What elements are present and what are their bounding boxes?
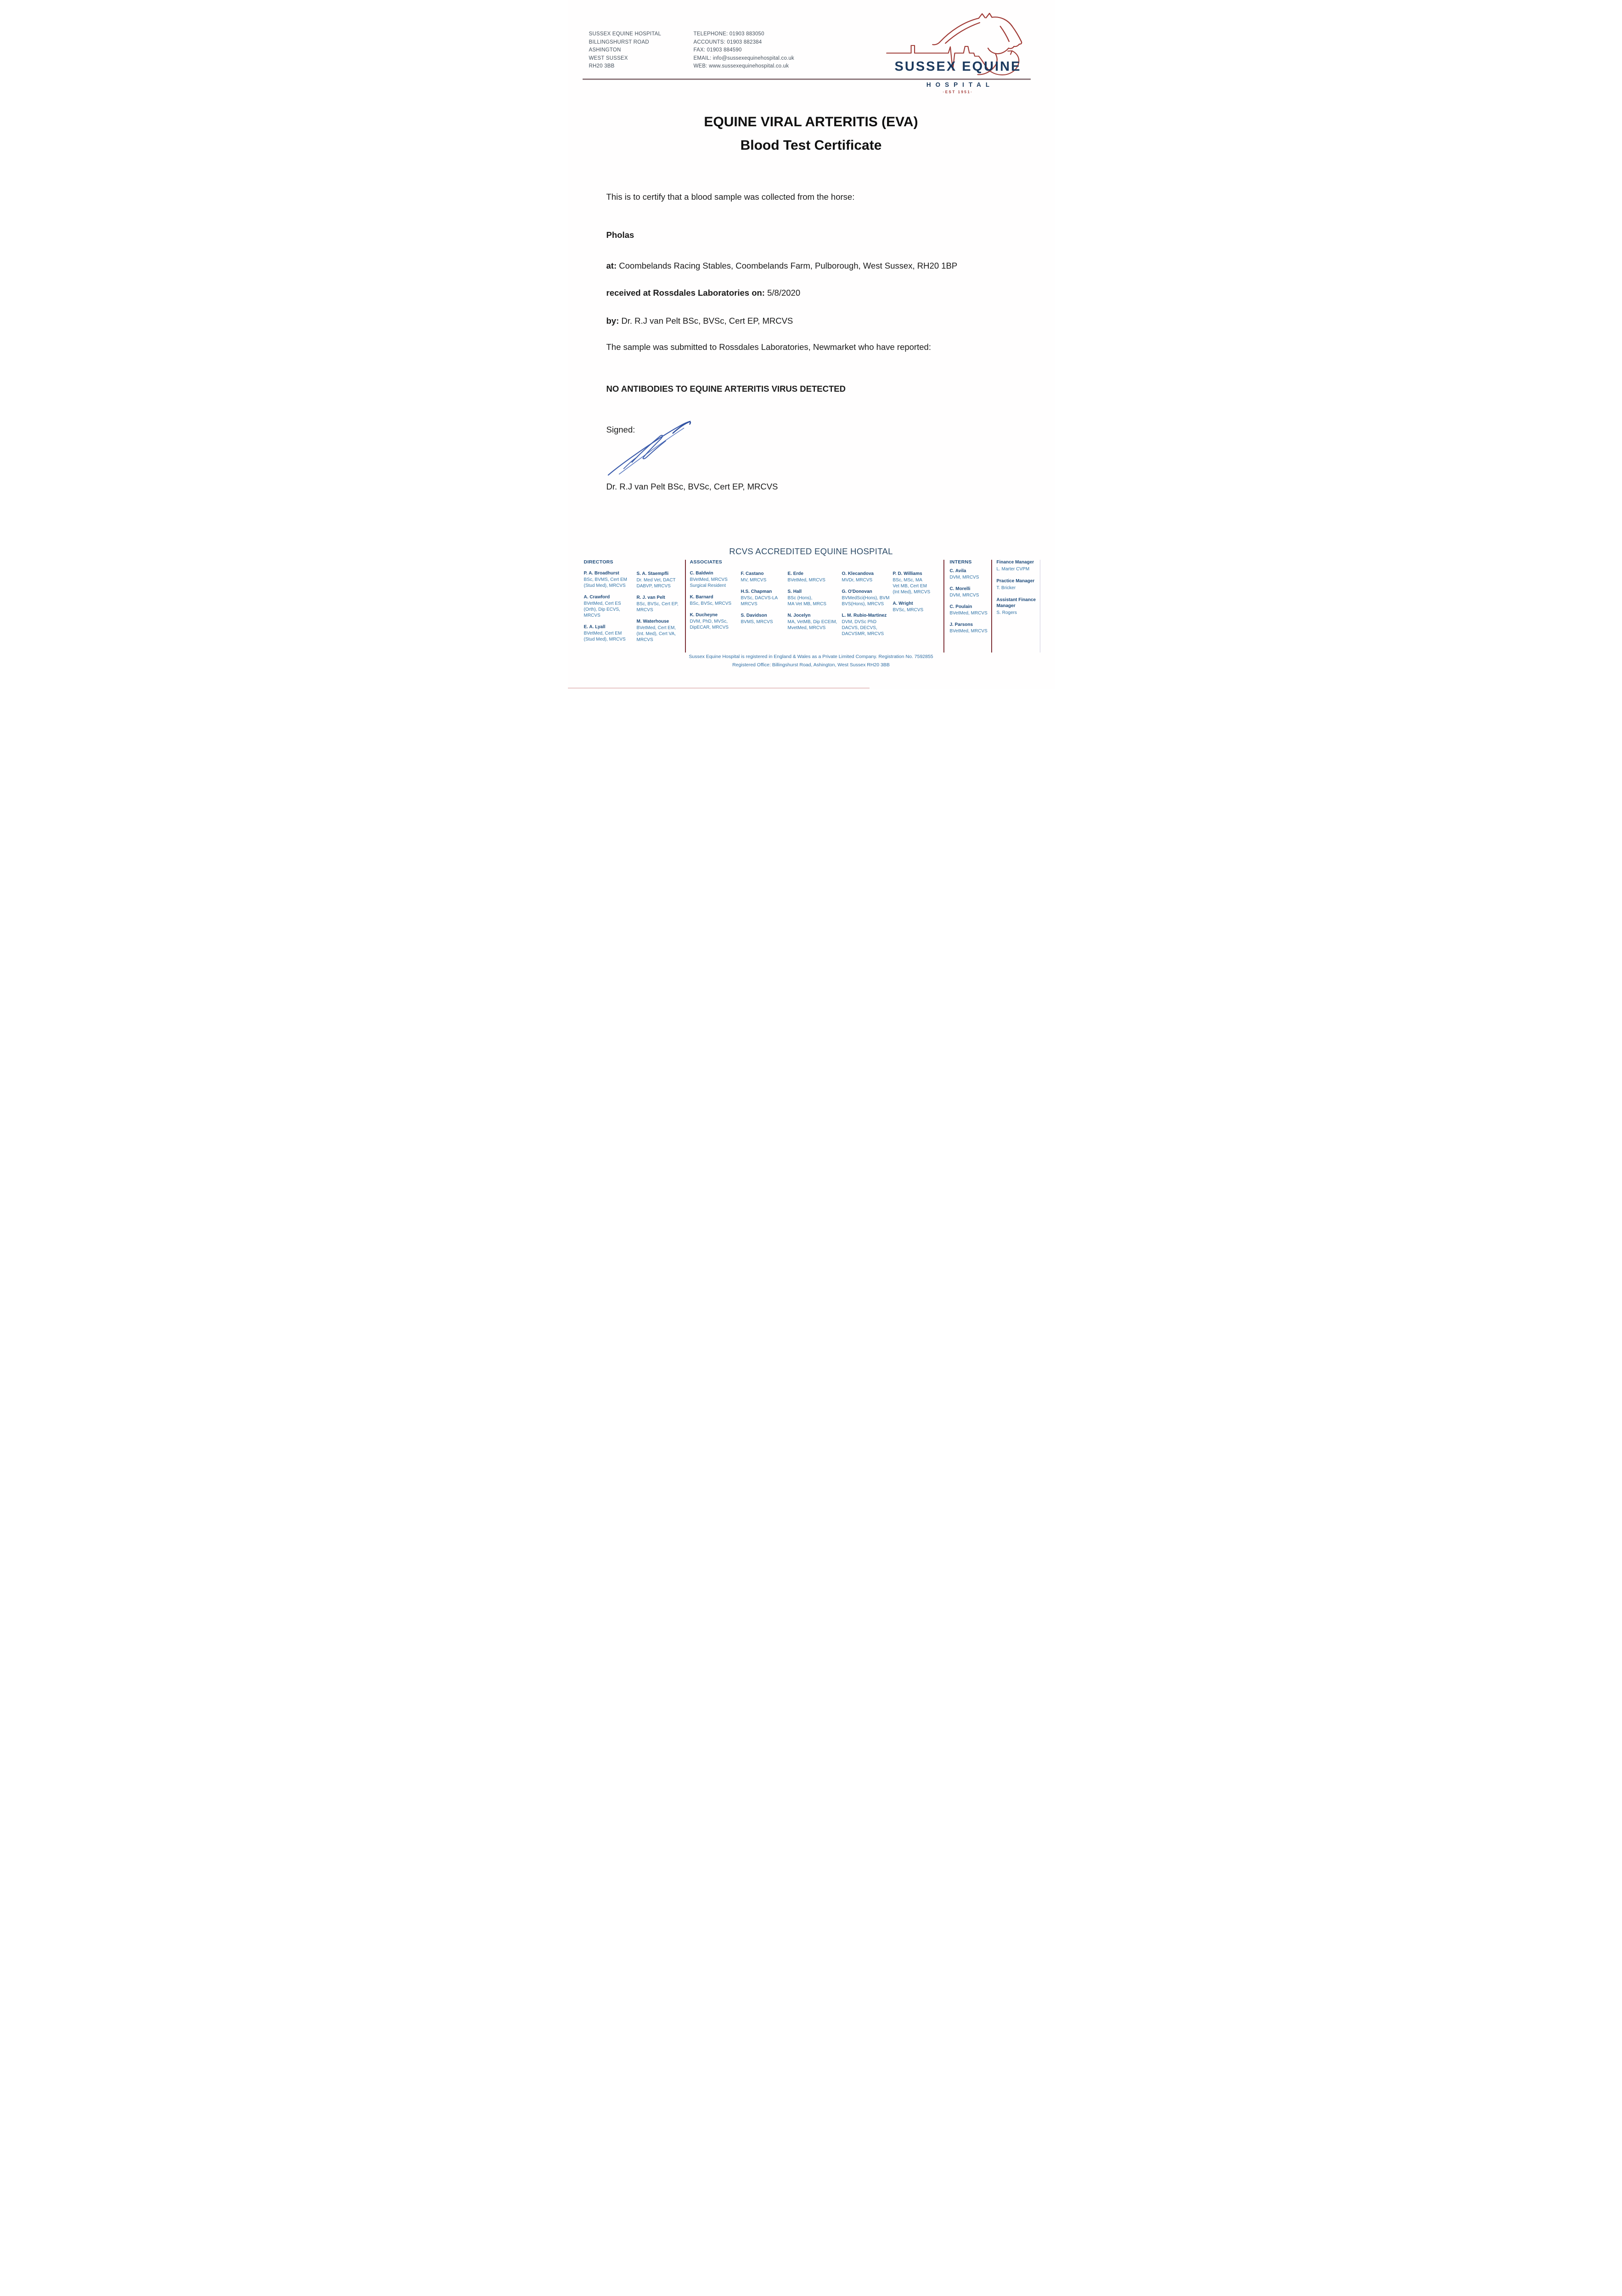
address-line: ASHINGTON	[589, 47, 621, 53]
staff-member	[741, 613, 785, 625]
location-line	[606, 261, 958, 271]
staff-qualifications: BVetMed, MRCVS	[690, 577, 728, 582]
staff-qualifications: (Stud Med), MRCVS	[584, 637, 626, 642]
staff-name: K. Barnard	[690, 595, 713, 600]
staff-member	[842, 589, 891, 607]
result-line: NO ANTIBODIES TO EQUINE ARTERITIS VIRUS DETECTED	[606, 384, 846, 394]
signed-label: Signed:	[606, 425, 635, 434]
staff-name: S. Hall	[787, 589, 802, 594]
staff-member	[741, 589, 785, 607]
logo-established: ·EST 1951·	[943, 90, 973, 94]
staff-qualifications: MVDr, MRCVS	[842, 578, 873, 583]
staff-qualifications: DVM, PhD, MVSc,	[690, 619, 728, 624]
submitted-line: The sample was submitted to Rossdales Laboratories, Newmarket who have reported:	[606, 342, 931, 352]
staff-qualifications: BVetMed, MRCVS	[949, 611, 988, 616]
staff-name: S. Davidson	[741, 613, 767, 618]
management-name: L. Marter CVPM	[996, 567, 1030, 572]
staff-name: O. Klecandova	[842, 571, 874, 576]
staff-name: P. D. Williams	[892, 571, 922, 576]
by-value: Dr. R.J van Pelt BSc, BVSc, Cert EP, MRCVS	[621, 316, 793, 326]
staff-name: L. M. Rubio-Martinez	[842, 613, 887, 618]
staff-member	[584, 570, 635, 589]
staff-name: C. Baldwin	[690, 571, 713, 576]
staff-qualifications: BSc, MSc, MA	[892, 578, 922, 583]
staff-qualifications: BVSc, MRCVS	[892, 608, 924, 613]
scan-edge-artifact	[568, 687, 870, 689]
interns-column	[950, 559, 989, 640]
management-role: Finance Manager	[996, 560, 1034, 565]
accreditation-heading: RCVS ACCREDITED EQUINE HOSPITAL	[729, 546, 893, 556]
staff-member	[637, 595, 684, 613]
staff-member	[690, 570, 739, 589]
staff-qualifications: DVM, MRCVS	[949, 593, 979, 598]
staff-member	[842, 571, 891, 583]
staff-member	[584, 594, 635, 619]
header-divider	[583, 79, 1031, 80]
staff-qualifications: MRCVS	[636, 637, 653, 642]
address-line: SUSSEX EQUINE HOSPITAL	[589, 31, 662, 37]
staff-name: C. Poulain	[949, 604, 972, 609]
staff-name: M. Waterhouse	[636, 619, 669, 624]
associates-column-4	[842, 559, 891, 642]
staff-qualifications: DABVP, MRCVS	[636, 584, 671, 589]
received-date: 5/8/2020	[767, 288, 801, 298]
certify-line: This is to certify that a blood sample was collected from the horse:	[606, 192, 855, 202]
associates-column-5	[893, 559, 939, 619]
footer-separator	[685, 560, 686, 653]
at-value: Coombelands Racing Stables, Coombelands Farm, Pulborough, West Sussex, RH20 1BP	[619, 261, 958, 270]
staff-name: J. Parsons	[949, 622, 973, 627]
management-column	[997, 559, 1041, 622]
logo-subtitle: HOSPITAL	[926, 81, 994, 88]
staff-name: N. Jocelyn	[787, 613, 811, 618]
staff-name: A. Wright	[892, 601, 913, 606]
footer-separator	[943, 560, 944, 653]
horse-name: Pholas	[606, 230, 634, 240]
interns-heading: INTERNS	[949, 559, 972, 565]
staff-name: E. A. Lyall	[584, 625, 606, 630]
staff-name: C. Morelli	[949, 586, 971, 591]
certificate-page	[568, 0, 1055, 689]
staff-name: P. A. Broadhurst	[584, 571, 619, 576]
directors-heading: DIRECTORS	[584, 559, 613, 565]
staff-member	[893, 601, 939, 613]
staff-qualifications: BVetMed, Cert EM	[584, 631, 622, 636]
staff-member	[741, 571, 785, 583]
collected-by-line	[606, 316, 793, 326]
staff-member	[950, 604, 989, 616]
received-label: received at Rossdales Laboratories on:	[606, 288, 765, 298]
signatory-name: Dr. R.J van Pelt BSc, BVSc, Cert EP, MRCVS	[606, 482, 778, 491]
staff-qualifications: BSc, BVSc, MRCVS	[690, 601, 732, 606]
hospital-contact-details	[694, 30, 794, 71]
staff-name: H.S. Chapman	[741, 589, 772, 594]
footer-separator	[991, 560, 992, 653]
associates-column-1	[690, 559, 739, 636]
staff-qualifications: Vet MB, Cert EM	[892, 584, 927, 589]
staff-qualifications: BVetMed, MRCVS	[787, 578, 825, 583]
management-name: T. Bricker	[996, 585, 1016, 591]
staff-member	[637, 571, 684, 589]
contact-line: FAX: 01903 884590	[693, 47, 742, 53]
staff-member	[690, 594, 739, 607]
management-member	[997, 559, 1040, 572]
staff-qualifications: Surgical Resident	[690, 583, 726, 588]
staff-name: C. Avila	[949, 568, 966, 574]
staff-qualifications: DVM, MRCVS	[949, 575, 979, 580]
staff-qualifications: DipECAR, MRCVS	[690, 625, 729, 630]
staff-qualifications: (Stud Med), MRCVS	[584, 583, 626, 588]
associates-column-2	[741, 559, 785, 630]
staff-qualifications: DACVSMR, MRCVS	[842, 631, 884, 636]
management-name: S. Rogers	[996, 610, 1017, 615]
staff-qualifications: BVSc, DACVS-LA	[741, 596, 778, 601]
contact-line: EMAIL: info@sussexequinehospital.co.uk	[693, 55, 794, 61]
staff-qualifications: MV, MRCVS	[741, 578, 767, 583]
management-role: Assistant Finance Manager	[996, 597, 1036, 608]
staff-qualifications: MRCVS	[741, 602, 758, 607]
staff-name: A. Crawford	[584, 595, 610, 600]
staff-member	[788, 589, 839, 607]
staff-qualifications: (Int. Med), Cert VA,	[636, 631, 676, 636]
staff-qualifications: BSc, BVSc, Cert EP,	[636, 602, 679, 607]
staff-name: F. Castano	[741, 571, 764, 576]
staff-member	[637, 619, 684, 643]
by-label: by:	[606, 316, 619, 326]
staff-qualifications: (Orth), Dip ECVS,	[584, 607, 620, 612]
staff-name: E. Erde	[787, 571, 803, 576]
staff-qualifications: MA Vet MB, MRCS	[787, 602, 826, 607]
address-line: BILLINGSHURST ROAD	[589, 39, 649, 45]
directors-column-2	[637, 559, 684, 648]
management-member	[997, 578, 1040, 591]
staff-qualifications: MvetMed, MRCVS	[787, 625, 826, 630]
contact-line: WEB: www.sussexequinehospital.co.uk	[693, 63, 789, 69]
staff-qualifications: MRCVS	[636, 608, 653, 613]
hospital-address	[589, 30, 662, 71]
associates-heading: ASSOCIATES	[690, 559, 722, 565]
contact-line: ACCOUNTS: 01903 882384	[693, 39, 762, 45]
staff-member	[950, 568, 989, 580]
staff-qualifications: MRCVS	[584, 613, 601, 618]
registration-line-1: Sussex Equine Hospital is registered in England & Wales as a Private Limited Company. Registration No. 7592855	[689, 654, 933, 659]
staff-qualifications: BVS(Hons), MRCVS	[842, 602, 884, 607]
staff-qualifications: BSc (Hons),	[787, 596, 813, 601]
address-line: WEST SUSSEX	[589, 55, 628, 61]
title-line-1: EQUINE VIRAL ARTERITIS (EVA)	[704, 114, 918, 129]
staff-qualifications: MA, VetMB, Dip ECEIM,	[787, 619, 837, 625]
management-member	[997, 597, 1040, 616]
staff-qualifications: DACVS, DECVS,	[842, 625, 877, 630]
staff-name: S. A. Staempfli	[636, 571, 669, 576]
registration-line-2: Registered Office: Billingshurst Road, Ashington, West Sussex RH20 3BB	[732, 662, 890, 668]
contact-line: TELEPHONE: 01903 883050	[693, 31, 764, 37]
at-label: at:	[606, 261, 617, 270]
staff-qualifications: BSc, BVMS, Cert EM	[584, 577, 627, 582]
staff-member	[788, 571, 839, 583]
staff-name: G. O'Donovan	[842, 589, 872, 594]
management-role: Practice Manager	[996, 579, 1035, 584]
staff-member	[893, 571, 939, 595]
directors-column-1	[584, 559, 635, 648]
signature-icon	[606, 417, 710, 479]
title-line-2: Blood Test Certificate	[740, 138, 882, 153]
staff-qualifications: BVetMed, Cert EM,	[636, 625, 676, 630]
staff-member	[690, 612, 739, 630]
certificate-title	[568, 110, 1055, 157]
staff-member	[788, 613, 839, 631]
staff-name: K. Ducheyne	[690, 613, 718, 618]
staff-member	[950, 622, 989, 634]
staff-qualifications: DVM, DVSc PhD	[842, 619, 877, 625]
staff-qualifications: Dr. Med Vet, DACT	[636, 578, 676, 583]
staff-qualifications: BVetMed, MRCVS	[949, 629, 988, 634]
address-line: RH20 3BB	[589, 63, 615, 69]
staff-member	[842, 613, 891, 637]
staff-qualifications: BVMedSci(Hons), BVM	[842, 596, 890, 601]
associates-column-3	[788, 559, 839, 636]
staff-member	[584, 624, 635, 642]
staff-member	[950, 586, 989, 598]
received-line	[606, 288, 801, 298]
staff-qualifications: BVMS, MRCVS	[741, 619, 773, 625]
logo-wordmark: SUSSEX EQUINE	[894, 59, 1021, 74]
staff-qualifications: BVetMed, Cert ES	[584, 601, 621, 606]
staff-qualifications: (Int Med), MRCVS	[892, 590, 931, 595]
staff-name: R. J. van Pelt	[636, 595, 665, 600]
